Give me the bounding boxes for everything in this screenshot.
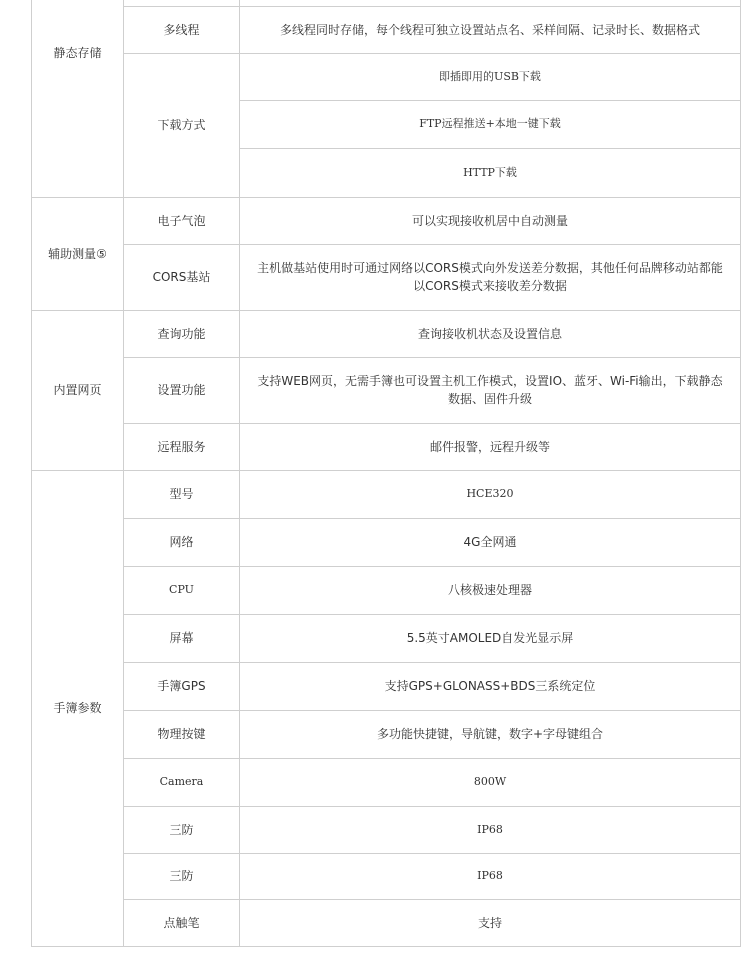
- row-value-model: [240, 470, 740, 518]
- row-label-multi-line: [124, 6, 239, 53]
- row-label: 下载方式: [157, 118, 206, 132]
- row-label: 设置功能: [157, 383, 206, 397]
- row-label: CPU: [169, 583, 194, 596]
- row-value: 800W: [473, 775, 507, 788]
- row-value-download-usb: [240, 53, 740, 100]
- row-value: FTP远程推送+本地一键下载: [419, 117, 561, 130]
- row-value-cors: [240, 244, 740, 310]
- row-label: 三防: [169, 869, 194, 883]
- row-label: 查询功能: [157, 326, 206, 341]
- row-value-protect-1: [240, 806, 740, 853]
- row-value: IP68: [477, 822, 503, 836]
- row-label: 网络: [169, 535, 194, 549]
- row-label-camera: [124, 758, 239, 806]
- row-value: 主机做基站使用时可通过网络以CORS模式向外发送差分数据，其他任何品牌移动站都能以CORS模式来接收差分数据: [257, 261, 723, 293]
- row-value: 查询接收机状态及设置信息: [417, 326, 562, 341]
- category-static-storage: [32, 6, 123, 100]
- row-label: 三防: [169, 822, 194, 837]
- row-label: 物理按键: [157, 727, 206, 741]
- row-label-model: [124, 470, 239, 518]
- row-value-query: [240, 310, 740, 357]
- category-label: 辅助测量⑤: [48, 246, 107, 261]
- row-value: 支持WEB网页，无需手簿也可设置主机工作模式，设置IO、蓝牙、Wi-Fi输出，下载静态数据、固件升级: [257, 374, 723, 406]
- row-label: 屏幕: [169, 631, 194, 645]
- row-value-camera: [240, 758, 740, 806]
- row-value: HTTP下载: [463, 165, 517, 179]
- category-handbook: [32, 470, 123, 946]
- row-label-network: [124, 518, 239, 566]
- row-divider: [31, 946, 741, 947]
- row-label-remote: [124, 423, 239, 470]
- row-value-remote: [240, 423, 740, 470]
- row-value-network: [240, 518, 740, 566]
- row-value: 5.5英寸AMOLED自发光显示屏: [406, 631, 574, 645]
- row-value-protect-2: [240, 853, 740, 899]
- category-aux-measure: [32, 197, 123, 310]
- row-value: 支持GPS+GLONASS+BDS三系统定位: [384, 679, 596, 693]
- row-label-protect-2: [124, 853, 239, 899]
- category-label: 手簿参数: [53, 701, 102, 715]
- row-label-download: [124, 53, 239, 197]
- table-border-right: [740, 0, 741, 947]
- row-label-settings: [124, 357, 239, 423]
- row-value: IP68: [477, 869, 503, 882]
- row-label-cpu: [124, 566, 239, 614]
- category-label: 静态存储: [53, 46, 102, 60]
- row-value-download-http: [240, 148, 740, 197]
- row-value-screen: [240, 614, 740, 662]
- row-label: CORS基站: [152, 270, 211, 284]
- row-label: 手簿GPS: [157, 679, 206, 693]
- row-label: 电子气泡: [157, 213, 206, 228]
- row-label-cors: [124, 244, 239, 310]
- row-label-stylus: [124, 899, 239, 946]
- row-label-screen: [124, 614, 239, 662]
- row-value: 邮件报警，远程升级等: [429, 439, 550, 454]
- row-label: 点触笔: [163, 915, 200, 930]
- row-label: Camera: [159, 775, 204, 788]
- row-label-gps: [124, 662, 239, 710]
- row-value-stylus: [240, 899, 740, 946]
- row-label-keys: [124, 710, 239, 758]
- row-value-keys: [240, 710, 740, 758]
- row-value-download-ftp: [240, 100, 740, 148]
- row-label-bubble: [124, 197, 239, 244]
- row-label: 型号: [169, 487, 194, 501]
- row-value-cpu: [240, 566, 740, 614]
- row-value: HCE320: [466, 487, 514, 500]
- category-web: [32, 310, 123, 470]
- row-label-protect-1: [124, 806, 239, 853]
- category-label: 内置网页: [53, 383, 102, 397]
- row-value-multi-line: [240, 6, 740, 53]
- row-value-settings: [240, 357, 740, 423]
- row-label: 远程服务: [157, 439, 206, 454]
- row-value: 多功能快捷键，导航键，数字+字母键组合: [376, 727, 604, 741]
- row-value: 即插即用的USB下载: [439, 69, 541, 83]
- row-label-query: [124, 310, 239, 357]
- row-value-gps: [240, 662, 740, 710]
- row-value-bubble: [240, 197, 740, 244]
- row-value: 4G全网通: [463, 535, 517, 549]
- row-value: 可以实现接收机居中自动测量: [411, 213, 568, 228]
- row-value: 支持: [477, 915, 502, 930]
- row-label: 多线程: [163, 22, 200, 37]
- row-value: 多线程同时存储，每个线程可独立设置站点名、采样间隔、记录时长、数据格式: [279, 22, 700, 37]
- row-value: 八核极速处理器: [447, 583, 532, 597]
